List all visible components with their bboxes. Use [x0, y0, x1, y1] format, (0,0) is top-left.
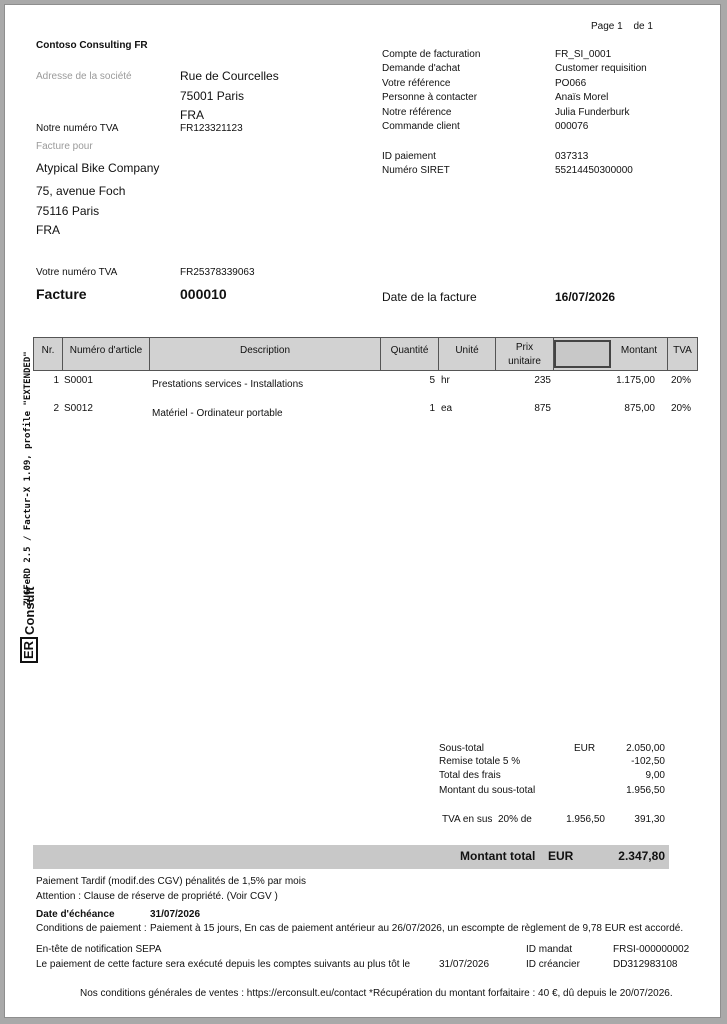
row-nr: 2	[53, 403, 59, 414]
invoice-date: 16/07/2026	[555, 290, 616, 304]
col-quantity: Quantité	[381, 338, 439, 370]
invoice-date-label: Date de la facture	[382, 290, 477, 304]
col-unit: Unité	[439, 338, 496, 370]
vat-amount: 391,30	[634, 814, 665, 825]
fees-label: Total des frais	[439, 770, 501, 781]
info-label-2: Votre référence	[382, 78, 451, 89]
info-value-4: Julia Funderburk	[555, 107, 630, 118]
siret: 55214450300000	[555, 165, 633, 176]
logo-subtitle: ZUGFeRD 2.5 / Factur-X 1.09, profile "EXTENDED"	[23, 351, 33, 606]
col-blank	[554, 340, 611, 368]
info-value-5: 000076	[555, 121, 589, 132]
discount-value: -102,50	[631, 756, 665, 767]
buyer-country: FRA	[36, 223, 60, 237]
col-price: Prix unitaire	[496, 338, 554, 370]
row-description: Prestations services - Installations	[152, 379, 304, 390]
seller-address-label: Adresse de la société	[36, 71, 132, 82]
info-label-5: Commande client	[382, 121, 460, 132]
sepa-date: 31/07/2026	[439, 959, 490, 970]
late-payment-note: Paiement Tardif (modif.des CGV) pénalités de 1,5% par mois	[36, 876, 306, 887]
info-label-4: Notre référence	[382, 107, 452, 118]
vat-label: TVA en sus 20% de	[442, 814, 532, 825]
col-description: Description	[150, 338, 381, 370]
fees-value: 9,00	[645, 770, 665, 781]
due-date: 31/07/2026	[150, 909, 201, 920]
buyer-street: 75, avenue Foch	[36, 184, 126, 198]
seller-name: Contoso Consulting FR	[36, 40, 148, 51]
row-vat: 20%	[671, 403, 692, 414]
subtotal-currency: EUR	[574, 743, 596, 754]
logo-word: Consult	[21, 586, 37, 635]
grand-total-value: 2.347,80	[618, 849, 665, 863]
buyer-city: 75116 Paris	[36, 204, 100, 218]
info-value-3: Anaïs Morel	[555, 92, 609, 103]
row-description: Matériel - Ordinateur portable	[152, 408, 283, 419]
payment-terms: Paiement à 15 jours, En cas de paiement antérieur au 26/07/2026, un escompte de règlement de 9,78 EUR est accordé.	[150, 923, 684, 934]
sepa-text: Le paiement de cette facture sera exécuté depuis les comptes suivants au plus tôt le	[36, 959, 411, 970]
row-quantity: 1	[429, 403, 435, 414]
col-article: Numéro d'article	[63, 338, 150, 370]
creditor-label: ID créancier	[526, 959, 580, 970]
logo-box: ER	[20, 637, 38, 663]
row-article: S0001	[64, 375, 93, 386]
vat-base: 1.956,50	[566, 814, 605, 825]
sepa-header: En-tête de notification SEPA	[36, 944, 162, 955]
items-table-header	[33, 337, 698, 371]
row-article: S0012	[64, 403, 93, 414]
mandate-label: ID mandat	[526, 944, 573, 955]
grand-total-currency: EUR	[548, 849, 574, 863]
siret-label: Numéro SIRET	[382, 165, 450, 176]
seller-city: 75001 Paris	[180, 89, 245, 103]
subtotal-label: Sous-total	[439, 743, 485, 754]
info-label-0: Compte de facturation	[382, 49, 481, 60]
info-label-3: Personne à contacter	[382, 92, 478, 103]
row-quantity: 5	[429, 375, 435, 386]
row-nr: 1	[53, 375, 59, 386]
subtotal-amount-value: 1.956,50	[626, 785, 665, 796]
footer-conditions: Nos conditions générales de ventes : https://erconsult.eu/contact *Récupération du montant forfaitaire : 40 €, dû depuis le 20/07/2026.	[80, 988, 673, 999]
row-unit: ea	[441, 403, 453, 414]
buyer-vat-label: Votre numéro TVA	[36, 267, 118, 278]
row-amount: 875,00	[624, 403, 655, 414]
invoice-number: 000010	[180, 286, 227, 302]
subtotal-value: 2.050,00	[626, 743, 665, 754]
creditor-id: DD312983108	[613, 959, 678, 970]
row-vat: 20%	[671, 375, 692, 386]
col-amount: Montant	[611, 338, 668, 370]
row-unit: hr	[441, 375, 450, 386]
seller-street: Rue de Courcelles	[180, 69, 279, 83]
subtotal-amount-label: Montant du sous-total	[439, 785, 536, 796]
grand-total-bar	[33, 845, 669, 869]
info-value-1: Customer requisition	[555, 63, 647, 74]
info-label-1: Demande d'achat	[382, 63, 461, 74]
payment-id-label: ID paiement	[382, 151, 436, 162]
grand-total-label: Montant total	[460, 849, 536, 863]
payment-id: 037313	[555, 151, 589, 162]
mandate-id: FRSI-000000002	[613, 944, 690, 955]
payment-terms-label: Conditions de paiement :	[36, 923, 147, 934]
due-date-label: Date d'échéance	[36, 909, 115, 920]
page-number: Page 1 de 1	[591, 21, 653, 32]
seller-vat: FR123321123	[180, 123, 243, 134]
buyer-vat: FR25378339063	[180, 267, 255, 278]
info-value-2: PO066	[555, 78, 587, 89]
row-price: 875	[534, 403, 551, 414]
col-nr: Nr.	[34, 338, 63, 370]
buyer-name: Atypical Bike Company	[36, 161, 160, 175]
col-vat: TVA	[673, 345, 692, 356]
discount-label: Remise totale 5 %	[439, 756, 521, 767]
invoice-page	[4, 4, 721, 1018]
seller-vat-label: Notre numéro TVA	[36, 123, 119, 134]
seller-country: FRA	[180, 108, 204, 122]
invoice-title: Facture	[36, 286, 87, 302]
row-amount: 1.175,00	[616, 375, 655, 386]
info-value-0: FR_SI_0001	[555, 49, 612, 60]
row-price: 235	[534, 375, 551, 386]
reservation-note: Attention : Clause de réserve de propriété. (Voir CGV )	[36, 891, 278, 902]
buyer-label: Facture pour	[36, 141, 93, 152]
